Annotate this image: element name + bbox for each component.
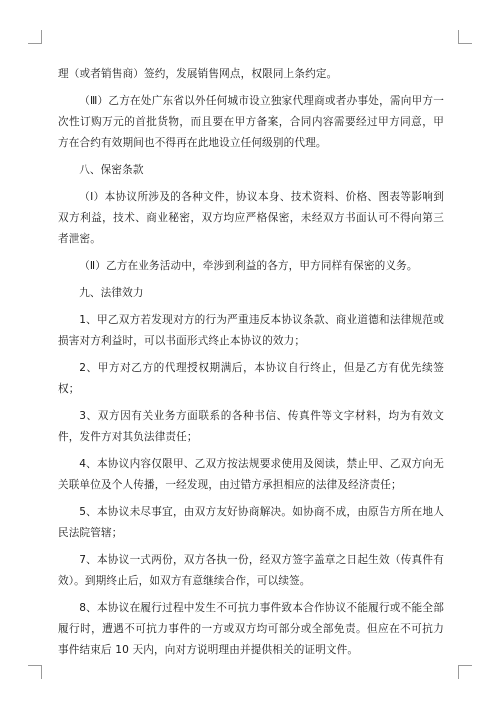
paragraph-clause-9-3: 3、双方因有关业务方面联系的各种书信、传真件等文字材料，均为有效文件，发件方对其负法律责任； (58, 410, 444, 443)
crop-mark-bottom-left (28, 665, 42, 679)
crop-mark-bottom-right (458, 665, 472, 679)
paragraph-clause-8-2: （Ⅱ）乙方在业务活动中，牵涉到利益的各方，甲方同样有保密的义务。 (79, 260, 418, 272)
paragraph-clause-9-8: 8、本协议在履行过程中发生不可抗力事件致本合作协议不能履行或不能全部履行时，遭遇不可抗力事件的一方或双方均可部分或全部免责。但应在不可抗力事件结束后 10 天内，向对方说明理由并提供相关的证明文件。 (58, 602, 444, 656)
paragraph-clause-9-4: 4、本协议内容仅限甲、乙双方按法规要求使用及阅读，禁止甲、乙双方向无关联单位及个人传播，一经发现，由过错方承担相应的法律及经济责任； (58, 458, 444, 491)
paragraph-clause-9-5: 5、本协议未尽事宜，由双方友好协商解决。如协商不成，由原告方所在地人民法院管辖； (58, 506, 444, 539)
crop-mark-top-right (458, 30, 472, 44)
paragraph-clause-9-7: 7、本协议一式两份，双方各执一份，经双方签字盖章之日起生效（传真件有效）。到期终止后，如双方有意继续合作，可以续签。 (58, 554, 444, 587)
paragraph-clause-9-1: 1、甲乙双方若发现对方的行为严重违反本协议条款、商业道德和法律规范或损害对方利益时，可以书面形式终止本协议的效力； (58, 314, 444, 347)
section-heading-confidentiality: 八、保密条款 (79, 164, 144, 176)
section-heading-legal-effect: 九、法律效力 (79, 287, 144, 299)
crop-mark-top-left (28, 30, 42, 44)
paragraph-clause-9-2: 2、甲方对乙方的代理授权期满后，本协议自行终止，但是乙方有优先续签权； (58, 362, 444, 395)
paragraph-continuation: 理（或者销售商）签约，发展销售网点，权限同上条约定。 (58, 68, 338, 80)
paragraph-clause-7-3: （Ⅲ）乙方在处广东省以外任何城市设立独家代理商或者办事处，需向甲方一次性订购万元的首批货物，而且要在甲方备案，合同内容需要经过甲方同意，甲方在合约有效期间也不得再在此地设立任何级别的代理。 (58, 95, 444, 149)
paragraph-clause-8-1: （Ⅰ）本协议所涉及的各种文件，协议本身、技术资料、价格、图表等影响到双方利益，技术、商业秘密，双方均应严格保密，未经双方书面认可不得向第三者泄密。 (58, 191, 444, 245)
document-body (58, 64, 444, 667)
